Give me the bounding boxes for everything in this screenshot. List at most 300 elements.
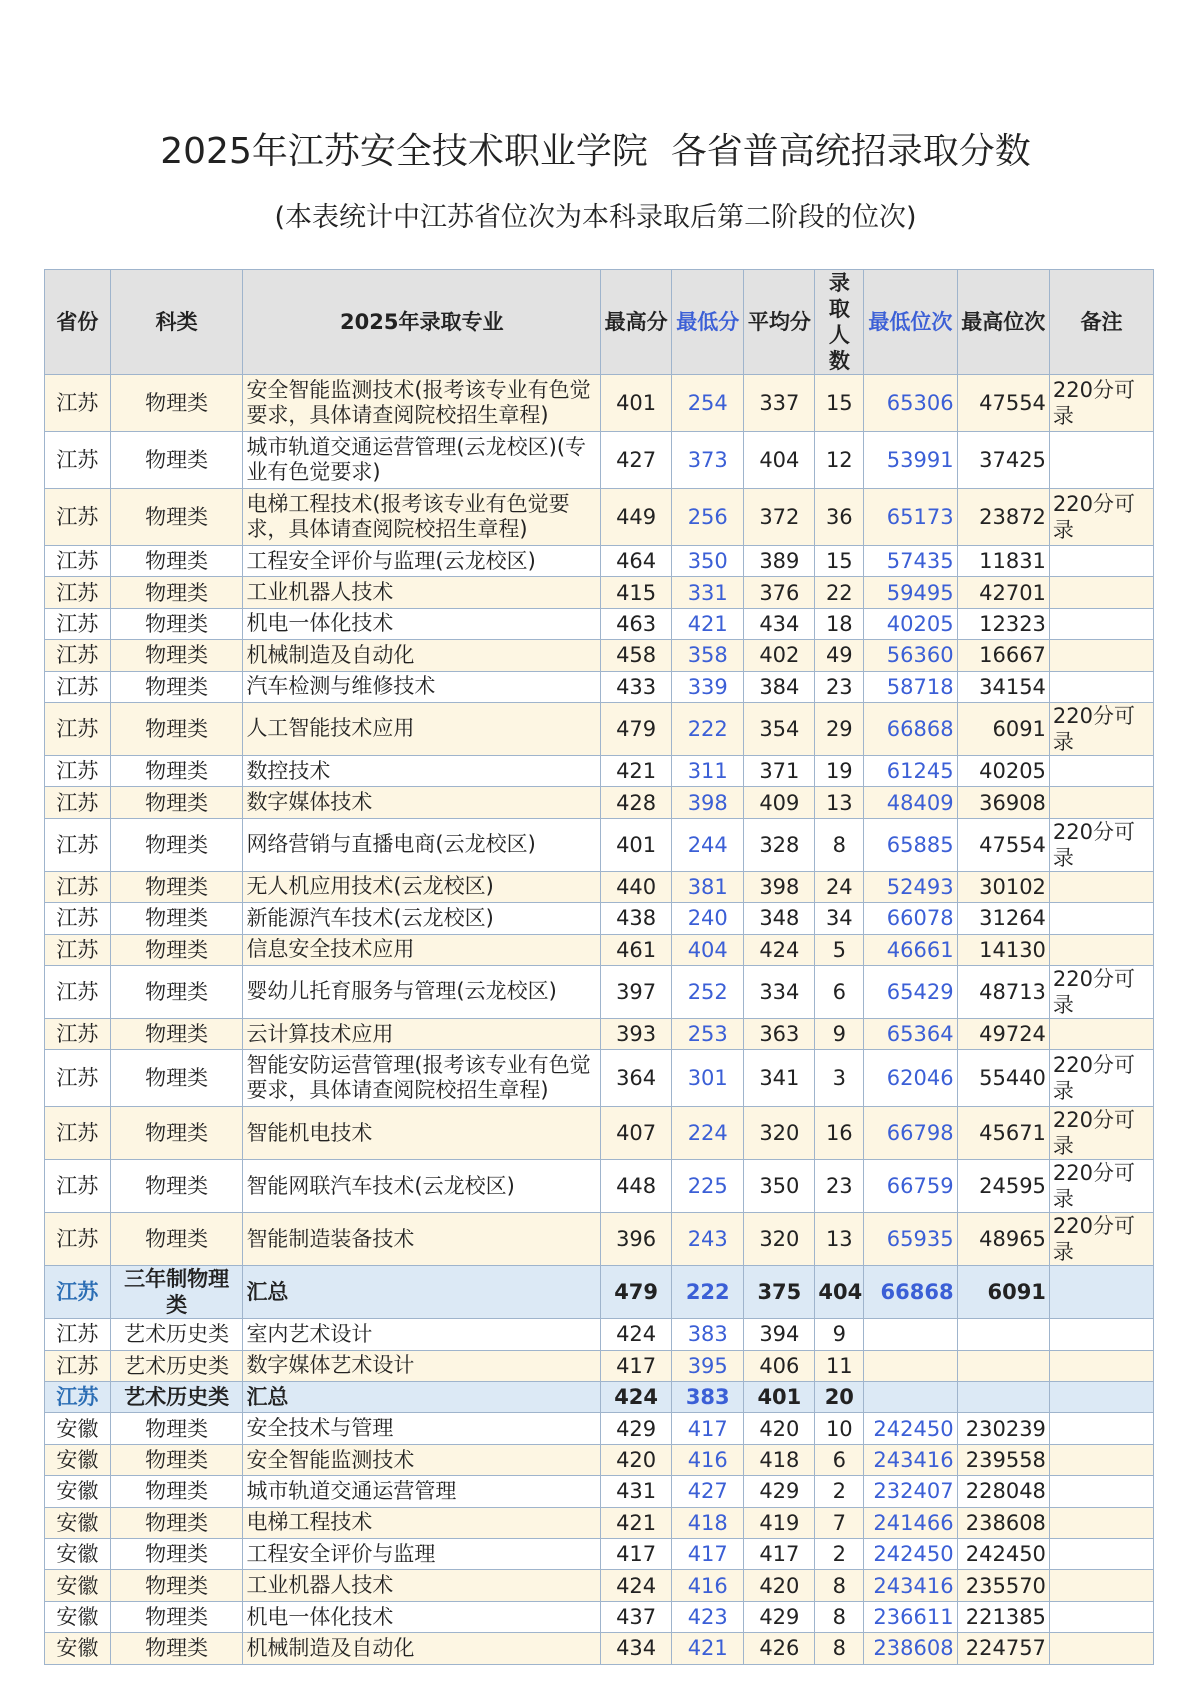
cell-province: 江苏 [45,1319,111,1350]
cell-lowest-rank: 66759 [864,1160,957,1213]
cell-min-score: 381 [672,871,744,902]
cell-highest-rank: 24595 [957,1160,1049,1213]
cell-note: 220分可录 [1049,1050,1153,1107]
cell-lowest-rank: 48409 [864,787,957,818]
cell-max-score: 421 [601,755,672,786]
cell-province: 安徽 [45,1633,111,1664]
cell-min-score: 350 [672,546,744,577]
cell-avg-score: 320 [744,1213,815,1266]
cell-min-score: 373 [672,432,744,489]
cell-note [1049,1319,1153,1350]
cell-avg-score: 348 [744,903,815,934]
cell-province: 江苏 [45,903,111,934]
table-row [45,1107,1154,1160]
cell-lowest-rank: 66868 [864,1266,957,1319]
cell-province: 江苏 [45,1213,111,1266]
cell-province: 江苏 [45,787,111,818]
table-row [45,577,1154,608]
cell-enrolled: 15 [815,546,864,577]
cell-category: 三年制物理类 [110,1266,243,1319]
cell-major: 智能制造装备技术 [243,1213,601,1266]
cell-max-score: 401 [601,818,672,871]
cell-max-score: 431 [601,1476,672,1507]
cell-note [1049,577,1153,608]
cell-avg-score: 426 [744,1633,815,1664]
cell-highest-rank: 49724 [957,1018,1049,1049]
cell-lowest-rank [864,1382,957,1413]
cell-major: 机电一体化技术 [243,608,601,639]
cell-highest-rank: 11831 [957,546,1049,577]
cell-min-score: 243 [672,1213,744,1266]
cell-category: 物理类 [110,1633,243,1664]
cell-enrolled: 9 [815,1319,864,1350]
header-major: 2025年录取专业 [243,270,601,375]
cell-province: 安徽 [45,1507,111,1538]
cell-max-score: 463 [601,608,672,639]
cell-note [1049,1570,1153,1601]
cell-min-score: 395 [672,1350,744,1381]
cell-highest-rank: 228048 [957,1476,1049,1507]
table-row [45,671,1154,702]
cell-major: 安全技术与管理 [243,1413,601,1444]
cell-note [1049,1539,1153,1570]
table-row [45,1539,1154,1570]
cell-note [1049,1382,1153,1413]
cell-avg-score: 417 [744,1539,815,1570]
cell-avg-score: 371 [744,755,815,786]
cell-min-score: 224 [672,1107,744,1160]
cell-lowest-rank: 59495 [864,577,957,608]
table-row [45,432,1154,489]
cell-category: 物理类 [110,1050,243,1107]
cell-avg-score: 334 [744,965,815,1018]
cell-lowest-rank: 65173 [864,489,957,546]
cell-highest-rank: 30102 [957,871,1049,902]
cell-province: 江苏 [45,489,111,546]
cell-min-score: 416 [672,1570,744,1601]
cell-highest-rank: 242450 [957,1539,1049,1570]
cell-avg-score: 337 [744,375,815,432]
cell-province: 江苏 [45,1382,111,1413]
cell-min-score: 398 [672,787,744,818]
cell-enrolled: 8 [815,1633,864,1664]
cell-min-score: 339 [672,671,744,702]
cell-max-score: 424 [601,1570,672,1601]
cell-category: 物理类 [110,934,243,965]
cell-lowest-rank: 52493 [864,871,957,902]
cell-min-score: 417 [672,1413,744,1444]
table-row [45,1444,1154,1475]
cell-max-score: 479 [601,702,672,755]
cell-major: 电梯工程技术 [243,1507,601,1538]
cell-lowest-rank: 242450 [864,1539,957,1570]
cell-lowest-rank: 65429 [864,965,957,1018]
cell-max-score: 464 [601,546,672,577]
cell-category: 物理类 [110,577,243,608]
cell-enrolled: 22 [815,577,864,608]
cell-enrolled: 34 [815,903,864,934]
cell-province: 江苏 [45,934,111,965]
cell-major: 工业机器人技术 [243,1570,601,1601]
header-max-score: 最高分 [601,270,672,375]
table-row [45,755,1154,786]
cell-category: 艺术历史类 [110,1382,243,1413]
cell-max-score: 438 [601,903,672,934]
cell-max-score: 428 [601,787,672,818]
cell-note [1049,640,1153,671]
cell-lowest-rank: 232407 [864,1476,957,1507]
cell-major: 城市轨道交通运营管理(云龙校区)(专业有色觉要求) [243,432,601,489]
table-row [45,546,1154,577]
cell-lowest-rank: 243416 [864,1444,957,1475]
cell-highest-rank: 36908 [957,787,1049,818]
cell-min-score: 256 [672,489,744,546]
table-row [45,1601,1154,1632]
cell-enrolled: 16 [815,1107,864,1160]
cell-max-score: 396 [601,1213,672,1266]
cell-avg-score: 389 [744,546,815,577]
cell-category: 物理类 [110,1507,243,1538]
table-row [45,1570,1154,1601]
table-row [45,787,1154,818]
cell-max-score: 424 [601,1319,672,1350]
cell-major: 机械制造及自动化 [243,1633,601,1664]
cell-avg-score: 418 [744,1444,815,1475]
header-province: 省份 [45,270,111,375]
cell-avg-score: 375 [744,1266,815,1319]
cell-enrolled: 29 [815,702,864,755]
cell-enrolled: 36 [815,489,864,546]
cell-avg-score: 429 [744,1476,815,1507]
cell-min-score: 301 [672,1050,744,1107]
cell-avg-score: 420 [744,1570,815,1601]
cell-highest-rank: 224757 [957,1633,1049,1664]
cell-note [1049,903,1153,934]
cell-category: 物理类 [110,702,243,755]
cell-note [1049,871,1153,902]
cell-max-score: 434 [601,1633,672,1664]
cell-lowest-rank: 40205 [864,608,957,639]
cell-note [1049,1507,1153,1538]
cell-enrolled: 23 [815,671,864,702]
cell-category: 物理类 [110,787,243,818]
cell-note: 220分可录 [1049,489,1153,546]
cell-max-score: 401 [601,375,672,432]
cell-min-score: 254 [672,375,744,432]
cell-lowest-rank: 65306 [864,375,957,432]
cell-major: 人工智能技术应用 [243,702,601,755]
cell-major: 安全智能监测技术 [243,1444,601,1475]
cell-category: 物理类 [110,1444,243,1475]
cell-min-score: 383 [672,1382,744,1413]
cell-enrolled: 19 [815,755,864,786]
cell-lowest-rank: 58718 [864,671,957,702]
cell-province: 江苏 [45,755,111,786]
cell-province: 安徽 [45,1413,111,1444]
cell-note: 220分可录 [1049,375,1153,432]
cell-highest-rank: 239558 [957,1444,1049,1475]
cell-enrolled: 6 [815,965,864,1018]
cell-note [1049,546,1153,577]
cell-lowest-rank: 66798 [864,1107,957,1160]
header-lowest-rank: 最低位次 [864,270,957,375]
cell-category: 艺术历史类 [110,1350,243,1381]
cell-enrolled: 18 [815,608,864,639]
cell-province: 江苏 [45,1050,111,1107]
cell-avg-score: 320 [744,1107,815,1160]
cell-category: 物理类 [110,1213,243,1266]
cell-category: 艺术历史类 [110,1319,243,1350]
cell-note [1049,787,1153,818]
cell-min-score: 421 [672,608,744,639]
cell-category: 物理类 [110,755,243,786]
table-row [45,1266,1154,1319]
cell-category: 物理类 [110,671,243,702]
cell-note: 220分可录 [1049,1160,1153,1213]
cell-major: 智能网联汽车技术(云龙校区) [243,1160,601,1213]
cell-highest-rank: 55440 [957,1050,1049,1107]
cell-avg-score: 434 [744,608,815,639]
cell-lowest-rank: 65935 [864,1213,957,1266]
cell-province: 安徽 [45,1476,111,1507]
cell-enrolled: 8 [815,1570,864,1601]
cell-major: 工程安全评价与监理(云龙校区) [243,546,601,577]
cell-enrolled: 11 [815,1350,864,1381]
cell-note: 220分可录 [1049,702,1153,755]
cell-enrolled: 8 [815,1601,864,1632]
cell-min-score: 253 [672,1018,744,1049]
cell-avg-score: 350 [744,1160,815,1213]
cell-category: 物理类 [110,1413,243,1444]
table-row [45,1382,1154,1413]
cell-lowest-rank: 241466 [864,1507,957,1538]
cell-highest-rank: 42701 [957,577,1049,608]
cell-province: 江苏 [45,577,111,608]
cell-max-score: 417 [601,1539,672,1570]
cell-avg-score: 363 [744,1018,815,1049]
cell-major: 工业机器人技术 [243,577,601,608]
cell-avg-score: 354 [744,702,815,755]
cell-province: 安徽 [45,1601,111,1632]
cell-max-score: 449 [601,489,672,546]
cell-enrolled: 12 [815,432,864,489]
cell-enrolled: 8 [815,818,864,871]
cell-category: 物理类 [110,546,243,577]
page-subtitle: (本表统计中江苏省位次为本科录取后第二阶段的位次) [274,202,917,233]
cell-province: 江苏 [45,1350,111,1381]
cell-min-score: 421 [672,1633,744,1664]
cell-min-score: 427 [672,1476,744,1507]
cell-lowest-rank: 236611 [864,1601,957,1632]
cell-province: 江苏 [45,375,111,432]
cell-lowest-rank: 66868 [864,702,957,755]
cell-province: 安徽 [45,1570,111,1601]
cell-note [1049,1413,1153,1444]
cell-lowest-rank: 243416 [864,1570,957,1601]
cell-note: 220分可录 [1049,1107,1153,1160]
cell-highest-rank: 238608 [957,1507,1049,1538]
cell-province: 江苏 [45,546,111,577]
cell-max-score: 427 [601,432,672,489]
cell-major: 无人机应用技术(云龙校区) [243,871,601,902]
cell-min-score: 416 [672,1444,744,1475]
cell-note [1049,1633,1153,1664]
cell-avg-score: 404 [744,432,815,489]
cell-major: 汇总 [243,1266,601,1319]
table-row [45,1350,1154,1381]
cell-avg-score: 401 [744,1382,815,1413]
cell-province: 江苏 [45,1266,111,1319]
cell-highest-rank: 6091 [957,702,1049,755]
cell-highest-rank [957,1382,1049,1413]
cell-min-score: 383 [672,1319,744,1350]
cell-highest-rank: 40205 [957,755,1049,786]
cell-highest-rank [957,1319,1049,1350]
cell-max-score: 364 [601,1050,672,1107]
cell-highest-rank: 34154 [957,671,1049,702]
cell-min-score: 417 [672,1539,744,1570]
cell-category: 物理类 [110,1160,243,1213]
cell-lowest-rank: 61245 [864,755,957,786]
cell-max-score: 448 [601,1160,672,1213]
cell-min-score: 252 [672,965,744,1018]
cell-min-score: 404 [672,934,744,965]
cell-major: 汽车检测与维修技术 [243,671,601,702]
table-row [45,702,1154,755]
cell-avg-score: 384 [744,671,815,702]
cell-highest-rank: 12323 [957,608,1049,639]
cell-highest-rank: 14130 [957,934,1049,965]
cell-major: 安全智能监测技术(报考该专业有色觉要求，具体请查阅院校招生章程) [243,375,601,432]
cell-enrolled: 6 [815,1444,864,1475]
cell-lowest-rank [864,1319,957,1350]
cell-max-score: 420 [601,1444,672,1475]
cell-min-score: 225 [672,1160,744,1213]
cell-major: 机械制造及自动化 [243,640,601,671]
cell-major: 新能源汽车技术(云龙校区) [243,903,601,934]
cell-province: 安徽 [45,1444,111,1475]
cell-lowest-rank: 53991 [864,432,957,489]
cell-max-score: 440 [601,871,672,902]
cell-lowest-rank: 56360 [864,640,957,671]
cell-highest-rank: 221385 [957,1601,1049,1632]
cell-province: 江苏 [45,608,111,639]
cell-max-score: 397 [601,965,672,1018]
cell-major: 信息安全技术应用 [243,934,601,965]
table-row [45,640,1154,671]
cell-max-score: 479 [601,1266,672,1319]
cell-category: 物理类 [110,1539,243,1570]
table-row [45,489,1154,546]
cell-category: 物理类 [110,432,243,489]
cell-avg-score: 394 [744,1319,815,1350]
cell-enrolled: 15 [815,375,864,432]
cell-major: 工程安全评价与监理 [243,1539,601,1570]
cell-avg-score: 402 [744,640,815,671]
cell-max-score: 407 [601,1107,672,1160]
cell-note [1049,1444,1153,1475]
page-title: 2025年江苏安全技术职业学院 各省普高统招录取分数 [160,131,1031,172]
cell-avg-score: 376 [744,577,815,608]
cell-enrolled: 49 [815,640,864,671]
cell-lowest-rank: 62046 [864,1050,957,1107]
cell-highest-rank: 48965 [957,1213,1049,1266]
cell-note [1049,1350,1153,1381]
table-row [45,608,1154,639]
cell-min-score: 244 [672,818,744,871]
cell-highest-rank: 23872 [957,489,1049,546]
cell-major: 电梯工程技术(报考该专业有色觉要求，具体请查阅院校招生章程) [243,489,601,546]
cell-province: 江苏 [45,640,111,671]
cell-enrolled: 2 [815,1476,864,1507]
table-row [45,965,1154,1018]
cell-major: 机电一体化技术 [243,1601,601,1632]
table-row [45,1413,1154,1444]
table-row [45,1160,1154,1213]
cell-lowest-rank: 66078 [864,903,957,934]
cell-avg-score: 409 [744,787,815,818]
cell-category: 物理类 [110,1476,243,1507]
cell-highest-rank: 230239 [957,1413,1049,1444]
table-header-row [45,270,1154,375]
table-row [45,818,1154,871]
cell-avg-score: 328 [744,818,815,871]
cell-max-score: 417 [601,1350,672,1381]
cell-max-score: 393 [601,1018,672,1049]
cell-highest-rank: 6091 [957,1266,1049,1319]
header-category: 科类 [110,270,243,375]
cell-highest-rank: 47554 [957,375,1049,432]
header-avg-score: 平均分 [744,270,815,375]
cell-province: 江苏 [45,1018,111,1049]
cell-major: 数字媒体技术 [243,787,601,818]
cell-min-score: 222 [672,702,744,755]
cell-category: 物理类 [110,1018,243,1049]
cell-note [1049,671,1153,702]
cell-enrolled: 3 [815,1050,864,1107]
cell-enrolled: 20 [815,1382,864,1413]
cell-min-score: 418 [672,1507,744,1538]
cell-avg-score: 419 [744,1507,815,1538]
cell-min-score: 423 [672,1601,744,1632]
header-min-score: 最低分 [672,270,744,375]
header-highest-rank: 最高位次 [957,270,1049,375]
cell-province: 江苏 [45,671,111,702]
cell-max-score: 458 [601,640,672,671]
cell-province: 江苏 [45,818,111,871]
cell-enrolled: 9 [815,1018,864,1049]
cell-enrolled: 5 [815,934,864,965]
cell-enrolled: 7 [815,1507,864,1538]
cell-max-score: 429 [601,1413,672,1444]
table-row [45,1476,1154,1507]
cell-highest-rank: 47554 [957,818,1049,871]
cell-note: 220分可录 [1049,1213,1153,1266]
cell-major: 智能安防运营管理(报考该专业有色觉要求，具体请查阅院校招生章程) [243,1050,601,1107]
cell-min-score: 331 [672,577,744,608]
cell-major: 数控技术 [243,755,601,786]
cell-category: 物理类 [110,1601,243,1632]
cell-avg-score: 341 [744,1050,815,1107]
header-note: 备注 [1049,270,1153,375]
table-row [45,871,1154,902]
cell-highest-rank: 31264 [957,903,1049,934]
cell-province: 江苏 [45,965,111,1018]
cell-lowest-rank: 46661 [864,934,957,965]
cell-note: 220分可录 [1049,818,1153,871]
cell-major: 智能机电技术 [243,1107,601,1160]
cell-max-score: 421 [601,1507,672,1538]
